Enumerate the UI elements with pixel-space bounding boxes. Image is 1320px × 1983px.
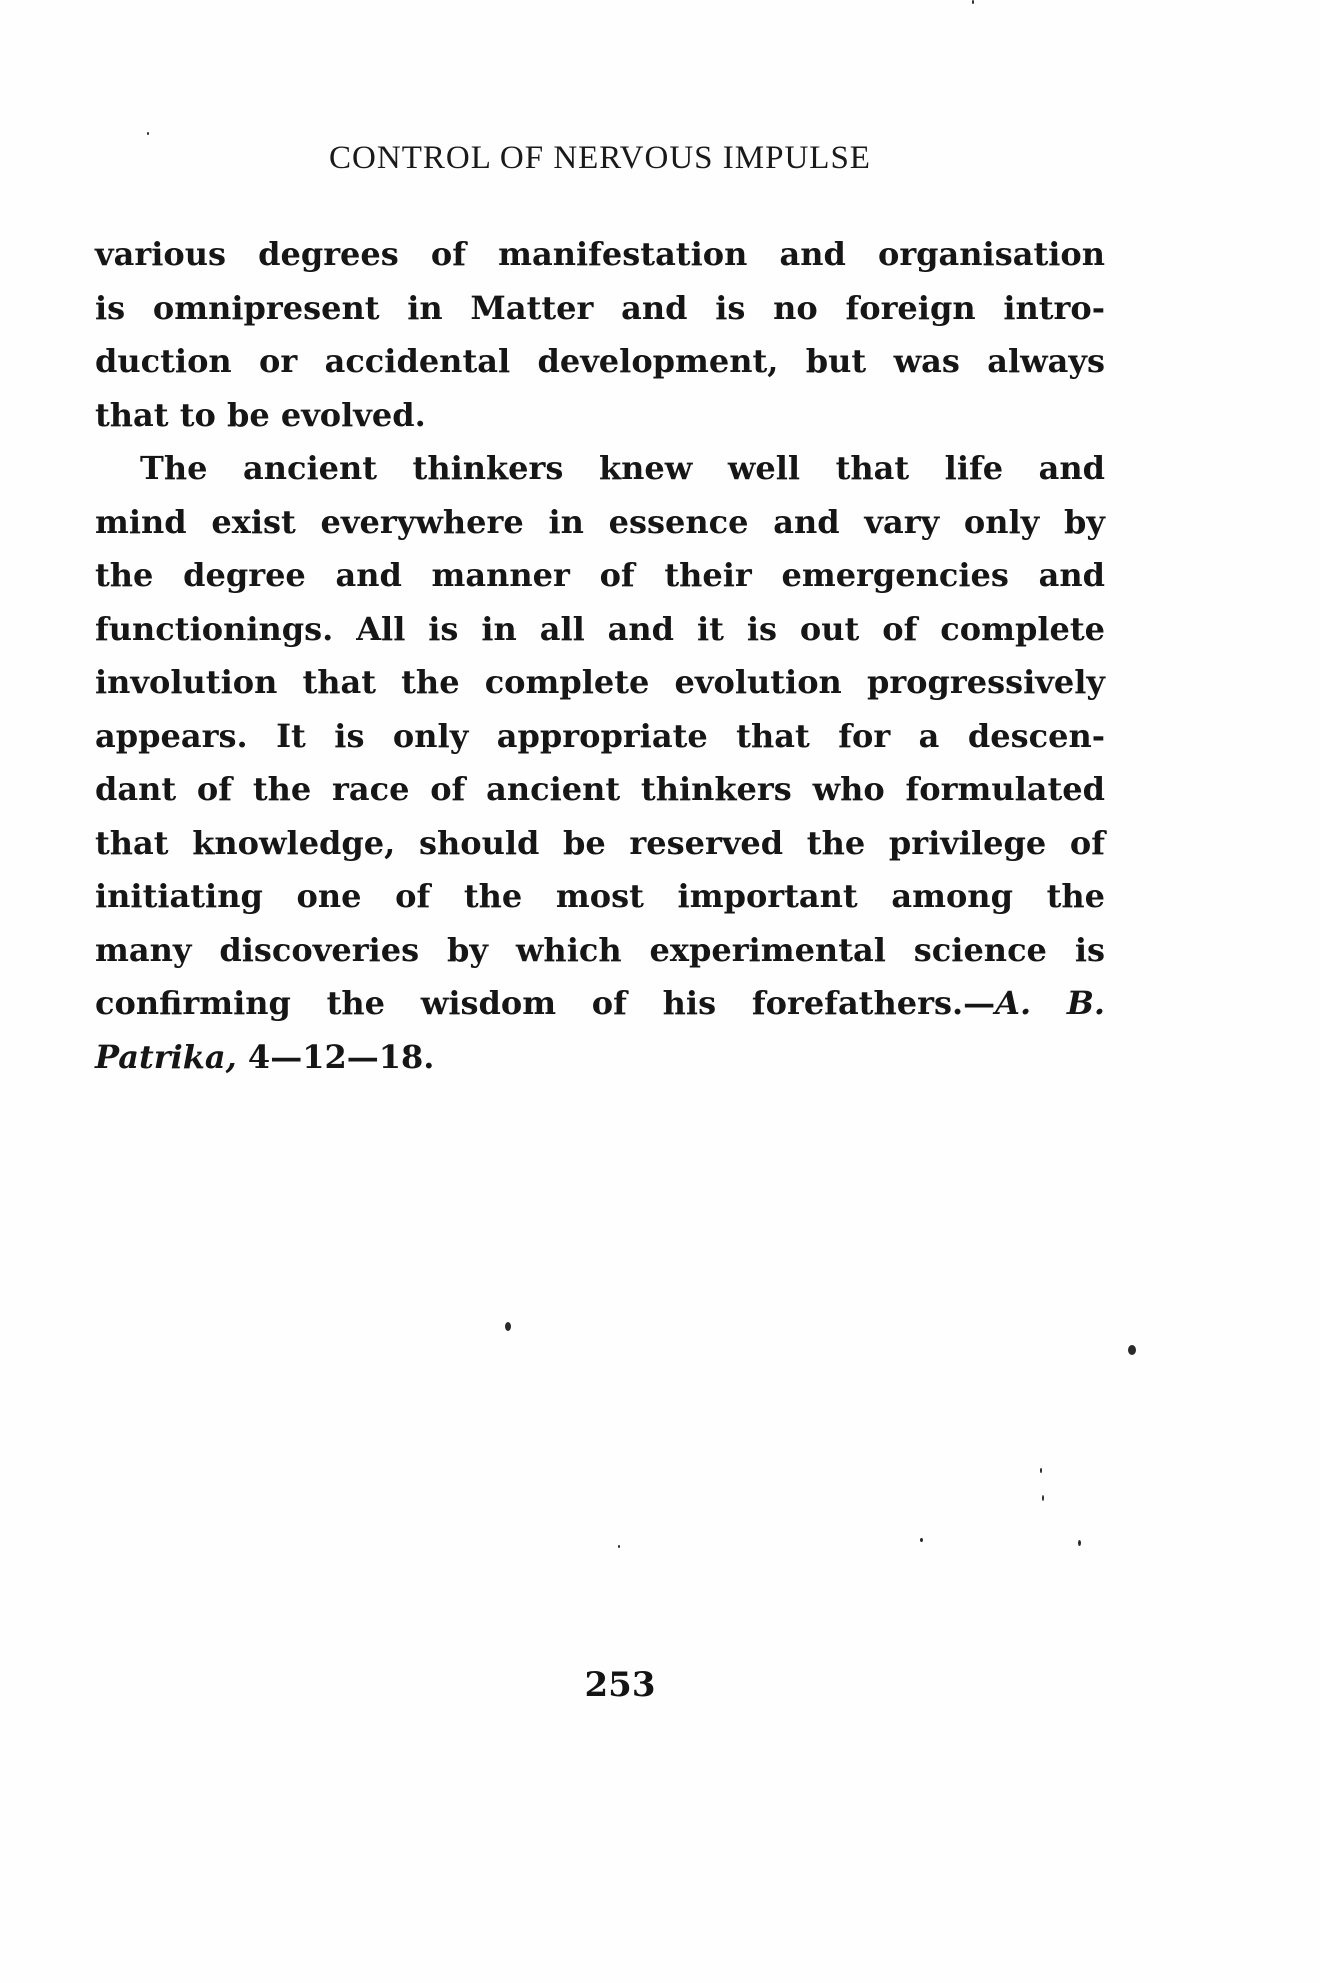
text-line: various degrees of manifestation and organisation xyxy=(95,235,1105,273)
scan-speck xyxy=(618,1545,620,1548)
citation-date: 4—12—18. xyxy=(247,1037,435,1076)
text-line: functionings. All is in all and it is out of complete xyxy=(95,609,1105,648)
scan-speck xyxy=(972,0,974,4)
text-line: appears. It is only appropriate that for a descen- xyxy=(95,716,1105,755)
text-line: dant of the race of ancient thinkers who formulated xyxy=(95,770,1105,808)
text-line: duction or accidental development, but was always xyxy=(95,342,1105,380)
scan-speck xyxy=(1042,1495,1044,1501)
text-line-with-citation xyxy=(95,977,1105,1031)
text-line: mind exist everywhere in essence and vary only by xyxy=(95,502,1105,541)
scan-speck xyxy=(920,1538,923,1542)
citation-lead-text: confirming the wisdom of his forefathers.— xyxy=(95,984,996,1022)
text-line: involution that the complete evolution progressively xyxy=(95,663,1105,701)
text-line: the degree and manner of their emergencies and xyxy=(95,556,1105,594)
scan-speck xyxy=(505,1322,511,1331)
citation-initials: A. B. xyxy=(995,984,1106,1022)
text-line: many discoveries by which experimental science is xyxy=(95,930,1105,969)
scan-speck xyxy=(1040,1468,1042,1473)
citation-source: Patrika, xyxy=(95,1037,237,1076)
citation-line xyxy=(95,1031,1105,1085)
text-line: The ancient thinkers knew well that life and xyxy=(140,449,1105,487)
text-line: that knowledge, should be reserved the privilege of xyxy=(95,823,1105,862)
scan-speck xyxy=(1078,1540,1081,1546)
scan-speck xyxy=(147,132,149,135)
text-line: initiating one of the most important among the xyxy=(95,877,1105,915)
running-head: CONTROL OF NERVOUS IMPULSE xyxy=(329,140,871,176)
page-number: 253 xyxy=(584,1665,656,1705)
scan-speck xyxy=(1128,1345,1136,1355)
text-line: that to be evolved. xyxy=(95,395,426,434)
text-line: is omnipresent in Matter and is no foreign intro- xyxy=(95,288,1105,327)
body-text xyxy=(95,228,1105,1084)
